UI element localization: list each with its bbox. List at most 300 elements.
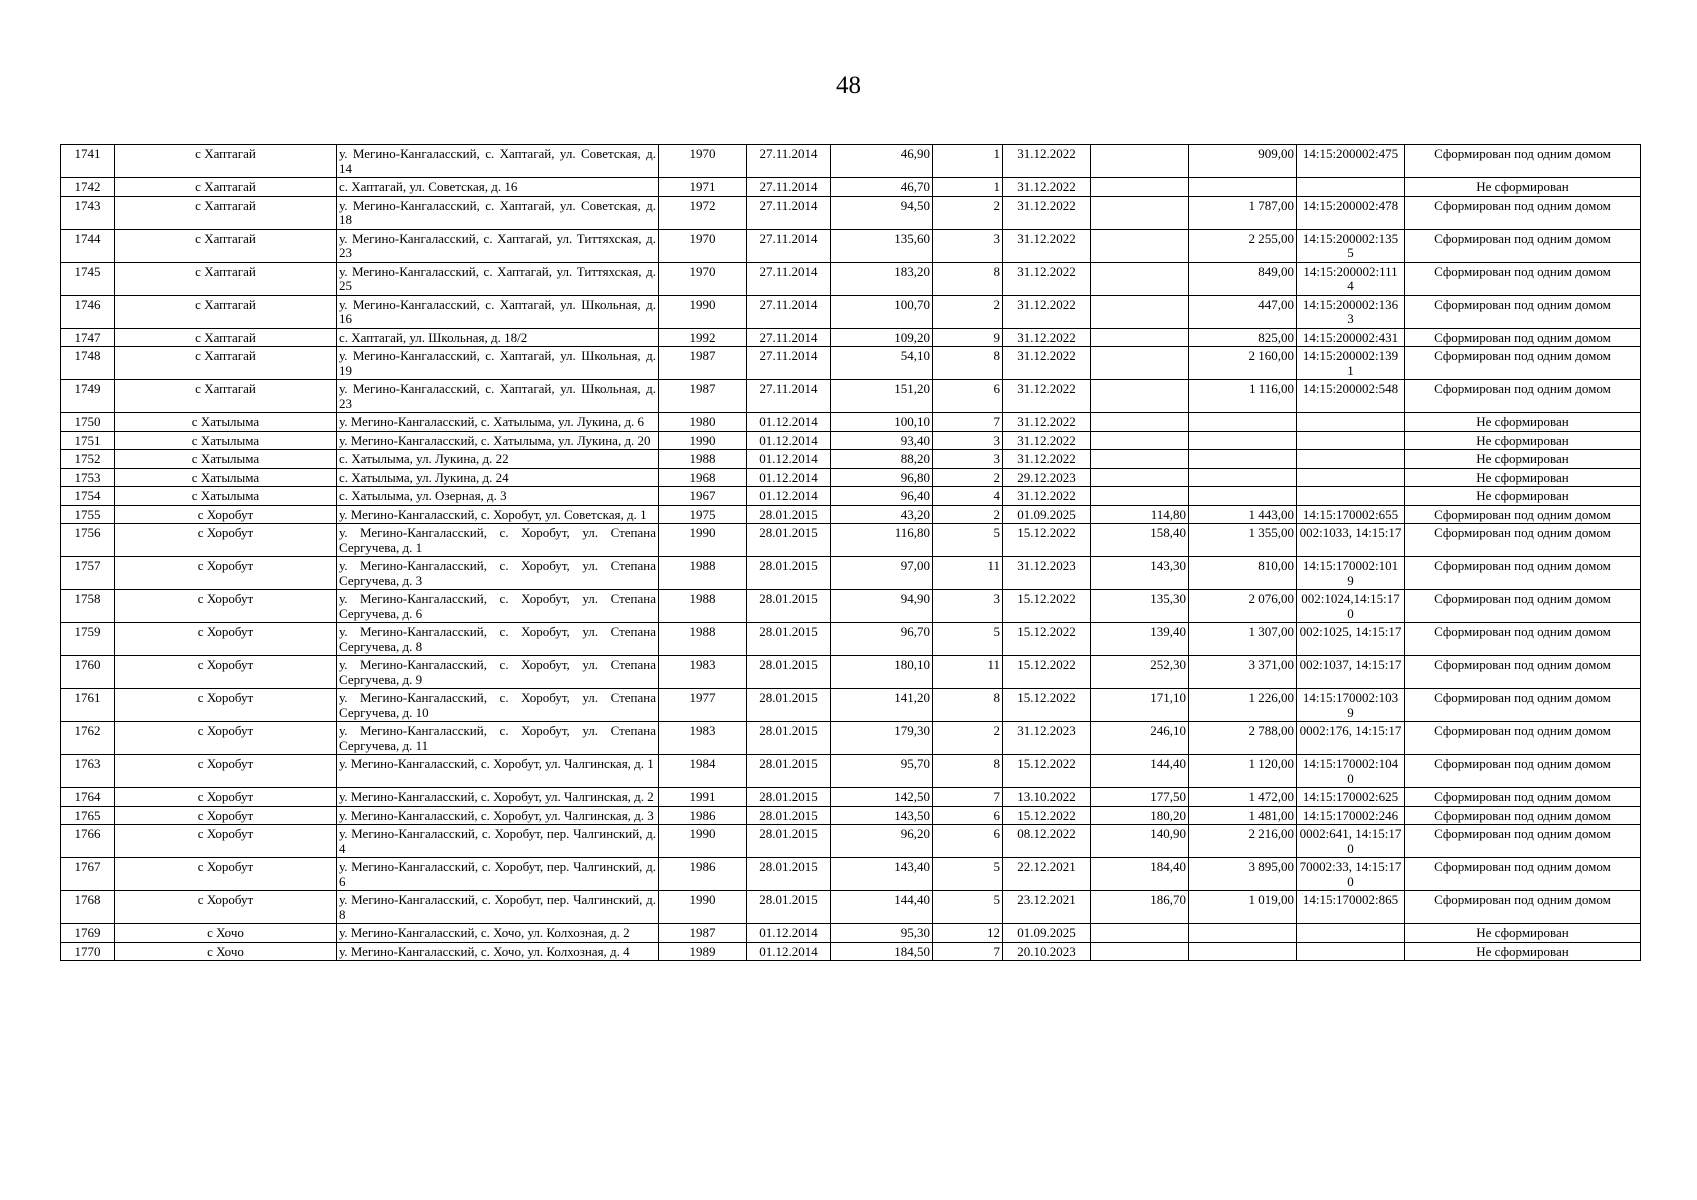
build-year-cell: 1990 [659,524,747,557]
table-row [61,590,1641,623]
land-status-cell: Не сформирован [1405,468,1641,487]
address-cell: у. Мегино-Кангаласский, с. Хоробут, ул. Чалгинская, д. 1 [337,755,659,788]
recognition-date-cell: 27.11.2014 [747,178,831,197]
build-year-cell: 1986 [659,858,747,891]
build-year-cell: 1990 [659,825,747,858]
resettlement-deadline-cell: 31.12.2022 [1003,295,1091,328]
cadastral-number-cell: 002:1033, 14:15:17 [1297,524,1405,557]
table-row [61,196,1641,229]
cadastral-number-cell: 0002:176, 14:15:17 [1297,722,1405,755]
resettlement-deadline-cell: 31.12.2022 [1003,450,1091,469]
settlement-cell: с Хаптагай [115,295,337,328]
land-area-cell: 447,00 [1189,295,1297,328]
row-number: 1758 [61,590,115,623]
total-area-cell: 177,50 [1091,788,1189,807]
land-status-cell: Не сформирован [1405,924,1641,943]
table-row [61,722,1641,755]
settlement-cell: с Хаптагай [115,145,337,178]
land-area-cell: 1 226,00 [1189,689,1297,722]
address-cell: с. Хатылыма, ул. Лукина, д. 22 [337,450,659,469]
area-cell: 94,90 [831,590,933,623]
total-area-cell [1091,468,1189,487]
build-year-cell: 1988 [659,557,747,590]
build-year-cell: 1967 [659,487,747,506]
cadastral-number-cell: 0002:641, 14:15:170 [1297,825,1405,858]
recognition-date-cell: 28.01.2015 [747,722,831,755]
settlement-cell: с Хаптагай [115,229,337,262]
land-area-cell: 2 216,00 [1189,825,1297,858]
address-cell: у. Мегино-Кангаласский, с. Хочо, ул. Колхозная, д. 2 [337,924,659,943]
settlement-cell: с Хатылыма [115,450,337,469]
build-year-cell: 1987 [659,924,747,943]
settlement-cell: с Хаптагай [115,178,337,197]
total-area-cell: 158,40 [1091,524,1189,557]
table-row [61,942,1641,961]
housing-registry-table [60,144,1641,961]
total-area-cell [1091,450,1189,469]
address-cell: у. Мегино-Кангаласский, с. Хочо, ул. Колхозная, д. 4 [337,942,659,961]
build-year-cell: 1990 [659,295,747,328]
land-status-cell: Сформирован под одним домом [1405,262,1641,295]
area-cell: 96,80 [831,468,933,487]
address-cell: у. Мегино-Кангаласский, с. Хоробут, ул. Степана Сергучева, д. 9 [337,656,659,689]
recognition-date-cell: 01.12.2014 [747,413,831,432]
cadastral-number-cell [1297,450,1405,469]
address-cell: с. Хатылыма, ул. Лукина, д. 24 [337,468,659,487]
area-cell: 183,20 [831,262,933,295]
table-row [61,178,1641,197]
settlement-cell: с Хатылыма [115,468,337,487]
build-year-cell: 1987 [659,347,747,380]
row-number: 1770 [61,942,115,961]
land-status-cell: Сформирован под одним домом [1405,557,1641,590]
table-row [61,380,1641,413]
land-status-cell: Сформирован под одним домом [1405,891,1641,924]
land-status-cell: Сформирован под одним домом [1405,806,1641,825]
table-row [61,262,1641,295]
residents-cell: 2 [933,505,1003,524]
land-status-cell: Сформирован под одним домом [1405,505,1641,524]
residents-cell: 8 [933,689,1003,722]
total-area-cell [1091,262,1189,295]
settlement-cell: с Хоробут [115,524,337,557]
row-number: 1754 [61,487,115,506]
row-number: 1753 [61,468,115,487]
land-status-cell: Сформирован под одним домом [1405,722,1641,755]
build-year-cell: 1970 [659,229,747,262]
row-number: 1743 [61,196,115,229]
row-number: 1762 [61,722,115,755]
row-number: 1763 [61,755,115,788]
cadastral-number-cell: 14:15:170002:865 [1297,891,1405,924]
table-row [61,505,1641,524]
recognition-date-cell: 28.01.2015 [747,524,831,557]
address-cell: у. Мегино-Кангаласский, с. Хаптагай, ул. Титтяхская, д. 25 [337,262,659,295]
land-area-cell: 1 787,00 [1189,196,1297,229]
table-row [61,413,1641,432]
land-status-cell: Не сформирован [1405,450,1641,469]
cadastral-number-cell: 14:15:200002:139 1 [1297,347,1405,380]
build-year-cell: 1986 [659,806,747,825]
build-year-cell: 1987 [659,380,747,413]
recognition-date-cell: 27.11.2014 [747,380,831,413]
recognition-date-cell: 28.01.2015 [747,806,831,825]
resettlement-deadline-cell: 29.12.2023 [1003,468,1091,487]
recognition-date-cell: 28.01.2015 [747,788,831,807]
resettlement-deadline-cell: 01.09.2025 [1003,505,1091,524]
land-area-cell: 1 019,00 [1189,891,1297,924]
residents-cell: 4 [933,487,1003,506]
area-cell: 95,70 [831,755,933,788]
settlement-cell: с Хоробут [115,722,337,755]
cadastral-number-cell [1297,487,1405,506]
total-area-cell [1091,347,1189,380]
area-cell: 135,60 [831,229,933,262]
table-row [61,487,1641,506]
row-number: 1765 [61,806,115,825]
land-area-cell: 909,00 [1189,145,1297,178]
resettlement-deadline-cell: 08.12.2022 [1003,825,1091,858]
resettlement-deadline-cell: 31.12.2022 [1003,380,1091,413]
address-cell: с. Хаптагай, ул. Советская, д. 16 [337,178,659,197]
land-status-cell: Сформирован под одним домом [1405,380,1641,413]
land-status-cell: Не сформирован [1405,178,1641,197]
total-area-cell [1091,413,1189,432]
settlement-cell: с Хоробут [115,656,337,689]
total-area-cell: 246,10 [1091,722,1189,755]
cadastral-number-cell: 14:15:200002:548 [1297,380,1405,413]
address-cell: у. Мегино-Кангаласский, с. Хоробут, ул. Степана Сергучева, д. 3 [337,557,659,590]
build-year-cell: 1970 [659,262,747,295]
build-year-cell: 1983 [659,656,747,689]
area-cell: 95,30 [831,924,933,943]
resettlement-deadline-cell: 31.12.2022 [1003,487,1091,506]
row-number: 1744 [61,229,115,262]
build-year-cell: 1992 [659,328,747,347]
table-row [61,347,1641,380]
resettlement-deadline-cell: 22.12.2021 [1003,858,1091,891]
build-year-cell: 1977 [659,689,747,722]
area-cell: 93,40 [831,431,933,450]
recognition-date-cell: 01.12.2014 [747,431,831,450]
land-status-cell: Сформирован под одним домом [1405,825,1641,858]
table-row [61,806,1641,825]
land-area-cell [1189,450,1297,469]
row-number: 1767 [61,858,115,891]
total-area-cell [1091,924,1189,943]
recognition-date-cell: 01.12.2014 [747,487,831,506]
total-area-cell [1091,380,1189,413]
row-number: 1750 [61,413,115,432]
area-cell: 97,00 [831,557,933,590]
total-area-cell: 171,10 [1091,689,1189,722]
cadastral-number-cell: 70002:33, 14:15:170 [1297,858,1405,891]
land-status-cell: Сформирован под одним домом [1405,623,1641,656]
cadastral-number-cell: 14:15:200002:135 5 [1297,229,1405,262]
residents-cell: 5 [933,858,1003,891]
land-area-cell: 825,00 [1189,328,1297,347]
cadastral-number-cell: 002:1025, 14:15:17 [1297,623,1405,656]
total-area-cell [1091,229,1189,262]
cadastral-number-cell [1297,178,1405,197]
residents-cell: 2 [933,295,1003,328]
land-status-cell: Сформирован под одним домом [1405,524,1641,557]
row-number: 1751 [61,431,115,450]
recognition-date-cell: 27.11.2014 [747,262,831,295]
area-cell: 179,30 [831,722,933,755]
row-number: 1756 [61,524,115,557]
resettlement-deadline-cell: 31.12.2022 [1003,347,1091,380]
table-row [61,891,1641,924]
settlement-cell: с Хочо [115,942,337,961]
settlement-cell: с Хатылыма [115,413,337,432]
residents-cell: 3 [933,450,1003,469]
residents-cell: 1 [933,145,1003,178]
resettlement-deadline-cell: 15.12.2022 [1003,524,1091,557]
residents-cell: 6 [933,380,1003,413]
area-cell: 54,10 [831,347,933,380]
row-number: 1766 [61,825,115,858]
table-row [61,924,1641,943]
land-area-cell: 2 788,00 [1189,722,1297,755]
recognition-date-cell: 27.11.2014 [747,229,831,262]
row-number: 1752 [61,450,115,469]
table-row [61,468,1641,487]
build-year-cell: 1988 [659,623,747,656]
recognition-date-cell: 27.11.2014 [747,145,831,178]
area-cell: 109,20 [831,328,933,347]
resettlement-deadline-cell: 15.12.2022 [1003,806,1091,825]
total-area-cell [1091,487,1189,506]
land-area-cell [1189,178,1297,197]
total-area-cell [1091,295,1189,328]
land-status-cell: Сформирован под одним домом [1405,656,1641,689]
table-row [61,557,1641,590]
address-cell: с. Хатылыма, ул. Озерная, д. 3 [337,487,659,506]
table-row [61,689,1641,722]
cadastral-number-cell: 14:15:170002:103 9 [1297,689,1405,722]
cadastral-number-cell [1297,413,1405,432]
recognition-date-cell: 27.11.2014 [747,328,831,347]
address-cell: у. Мегино-Кангаласский, с. Хаптагай, ул. Советская, д. 18 [337,196,659,229]
row-number: 1760 [61,656,115,689]
residents-cell: 5 [933,524,1003,557]
area-cell: 142,50 [831,788,933,807]
recognition-date-cell: 28.01.2015 [747,557,831,590]
land-area-cell: 2 076,00 [1189,590,1297,623]
recognition-date-cell: 28.01.2015 [747,689,831,722]
address-cell: у. Мегино-Кангаласский, с. Хаптагай, ул. Школьная, д. 16 [337,295,659,328]
row-number: 1747 [61,328,115,347]
address-cell: у. Мегино-Кангаласский, с. Хоробут, ул. Степана Сергучева, д. 11 [337,722,659,755]
address-cell: у. Мегино-Кангаласский, с. Хоробут, пер. Чалгинский, д. 4 [337,825,659,858]
settlement-cell: с Хаптагай [115,262,337,295]
address-cell: у. Мегино-Кангаласский, с. Хаптагай, ул. Школьная, д. 19 [337,347,659,380]
settlement-cell: с Хоробут [115,806,337,825]
cadastral-number-cell: 14:15:170002:104 0 [1297,755,1405,788]
resettlement-deadline-cell: 20.10.2023 [1003,942,1091,961]
recognition-date-cell: 27.11.2014 [747,295,831,328]
total-area-cell [1091,145,1189,178]
resettlement-deadline-cell: 01.09.2025 [1003,924,1091,943]
land-area-cell: 1 481,00 [1189,806,1297,825]
cadastral-number-cell: 14:15:200002:475 [1297,145,1405,178]
resettlement-deadline-cell: 31.12.2022 [1003,413,1091,432]
address-cell: у. Мегино-Кангаласский, с. Хатылыма, ул. Лукина, д. 20 [337,431,659,450]
residents-cell: 9 [933,328,1003,347]
table-row [61,825,1641,858]
page-number: 48 [836,72,861,99]
build-year-cell: 1980 [659,413,747,432]
land-status-cell: Сформирован под одним домом [1405,858,1641,891]
area-cell: 43,20 [831,505,933,524]
table-row [61,431,1641,450]
build-year-cell: 1990 [659,891,747,924]
land-status-cell: Сформирован под одним домом [1405,295,1641,328]
cadastral-number-cell: 14:15:200002:431 [1297,328,1405,347]
residents-cell: 8 [933,262,1003,295]
table-row [61,295,1641,328]
cadastral-number-cell: 002:1037, 14:15:17 [1297,656,1405,689]
residents-cell: 8 [933,755,1003,788]
settlement-cell: с Хоробут [115,755,337,788]
recognition-date-cell: 01.12.2014 [747,942,831,961]
row-number: 1768 [61,891,115,924]
area-cell: 88,20 [831,450,933,469]
residents-cell: 6 [933,806,1003,825]
total-area-cell: 139,40 [1091,623,1189,656]
land-status-cell: Не сформирован [1405,431,1641,450]
residents-cell: 12 [933,924,1003,943]
build-year-cell: 1971 [659,178,747,197]
settlement-cell: с Хоробут [115,858,337,891]
land-status-cell: Не сформирован [1405,413,1641,432]
table-row [61,229,1641,262]
build-year-cell: 1989 [659,942,747,961]
resettlement-deadline-cell: 31.12.2023 [1003,557,1091,590]
resettlement-deadline-cell: 15.12.2022 [1003,755,1091,788]
row-number: 1748 [61,347,115,380]
build-year-cell: 1988 [659,590,747,623]
total-area-cell: 180,20 [1091,806,1189,825]
row-number: 1764 [61,788,115,807]
residents-cell: 3 [933,431,1003,450]
recognition-date-cell: 27.11.2014 [747,347,831,380]
resettlement-deadline-cell: 15.12.2022 [1003,590,1091,623]
area-cell: 116,80 [831,524,933,557]
land-status-cell: Сформирован под одним домом [1405,328,1641,347]
land-area-cell: 1 116,00 [1189,380,1297,413]
recognition-date-cell: 01.12.2014 [747,450,831,469]
cadastral-number-cell [1297,924,1405,943]
settlement-cell: с Хоробут [115,825,337,858]
recognition-date-cell: 28.01.2015 [747,858,831,891]
table-row [61,450,1641,469]
total-area-cell: 114,80 [1091,505,1189,524]
address-cell: у. Мегино-Кангаласский, с. Хоробут, ул. Степана Сергучева, д. 6 [337,590,659,623]
area-cell: 96,40 [831,487,933,506]
build-year-cell: 1988 [659,450,747,469]
total-area-cell: 184,40 [1091,858,1189,891]
address-cell: у. Мегино-Кангаласский, с. Хоробут, ул. Чалгинская, д. 3 [337,806,659,825]
row-number: 1769 [61,924,115,943]
residents-cell: 7 [933,942,1003,961]
recognition-date-cell: 28.01.2015 [747,590,831,623]
settlement-cell: с Хоробут [115,689,337,722]
land-status-cell: Сформирован под одним домом [1405,229,1641,262]
row-number: 1757 [61,557,115,590]
address-cell: у. Мегино-Кангаласский, с. Хоробут, ул. Советская, д. 1 [337,505,659,524]
address-cell: у. Мегино-Кангаласский, с. Хатылыма, ул. Лукина, д. 6 [337,413,659,432]
resettlement-deadline-cell: 31.12.2022 [1003,178,1091,197]
resettlement-deadline-cell: 31.12.2022 [1003,229,1091,262]
cadastral-number-cell: 14:15:200002:136 3 [1297,295,1405,328]
row-number: 1761 [61,689,115,722]
cadastral-number-cell [1297,468,1405,487]
cadastral-number-cell: 14:15:170002:246 [1297,806,1405,825]
build-year-cell: 1970 [659,145,747,178]
address-cell: у. Мегино-Кангаласский, с. Хоробут, ул. Степана Сергучева, д. 1 [337,524,659,557]
address-cell: с. Хаптагай, ул. Школьная, д. 18/2 [337,328,659,347]
total-area-cell [1091,431,1189,450]
land-status-cell: Сформирован под одним домом [1405,755,1641,788]
build-year-cell: 1991 [659,788,747,807]
settlement-cell: с Хоробут [115,623,337,656]
residents-cell: 8 [933,347,1003,380]
build-year-cell: 1972 [659,196,747,229]
table-row [61,656,1641,689]
resettlement-deadline-cell: 31.12.2022 [1003,196,1091,229]
row-number: 1749 [61,380,115,413]
settlement-cell: с Хаптагай [115,347,337,380]
area-cell: 144,40 [831,891,933,924]
resettlement-deadline-cell: 31.12.2022 [1003,262,1091,295]
land-status-cell: Сформирован под одним домом [1405,145,1641,178]
residents-cell: 11 [933,656,1003,689]
cadastral-number-cell: 14:15:170002:655 [1297,505,1405,524]
table-row [61,858,1641,891]
recognition-date-cell: 28.01.2015 [747,623,831,656]
land-status-cell: Сформирован под одним домом [1405,196,1641,229]
residents-cell: 7 [933,788,1003,807]
settlement-cell: с Хаптагай [115,328,337,347]
build-year-cell: 1983 [659,722,747,755]
row-number: 1741 [61,145,115,178]
area-cell: 100,10 [831,413,933,432]
total-area-cell [1091,196,1189,229]
land-status-cell: Сформирован под одним домом [1405,347,1641,380]
land-area-cell [1189,413,1297,432]
resettlement-deadline-cell: 15.12.2022 [1003,623,1091,656]
land-area-cell: 2 160,00 [1189,347,1297,380]
row-number: 1759 [61,623,115,656]
recognition-date-cell: 28.01.2015 [747,505,831,524]
land-area-cell: 3 895,00 [1189,858,1297,891]
row-number: 1742 [61,178,115,197]
table-row [61,328,1641,347]
settlement-cell: с Хаптагай [115,380,337,413]
recognition-date-cell: 01.12.2014 [747,468,831,487]
address-cell: у. Мегино-Кангаласский, с. Хаптагай, ул. Титтяхская, д. 23 [337,229,659,262]
table-row [61,788,1641,807]
cadastral-number-cell [1297,942,1405,961]
table-row [61,145,1641,178]
area-cell: 143,40 [831,858,933,891]
total-area-cell: 140,90 [1091,825,1189,858]
recognition-date-cell: 28.01.2015 [747,755,831,788]
residents-cell: 1 [933,178,1003,197]
address-cell: у. Мегино-Кангаласский, с. Хоробут, ул. Степана Сергучева, д. 10 [337,689,659,722]
